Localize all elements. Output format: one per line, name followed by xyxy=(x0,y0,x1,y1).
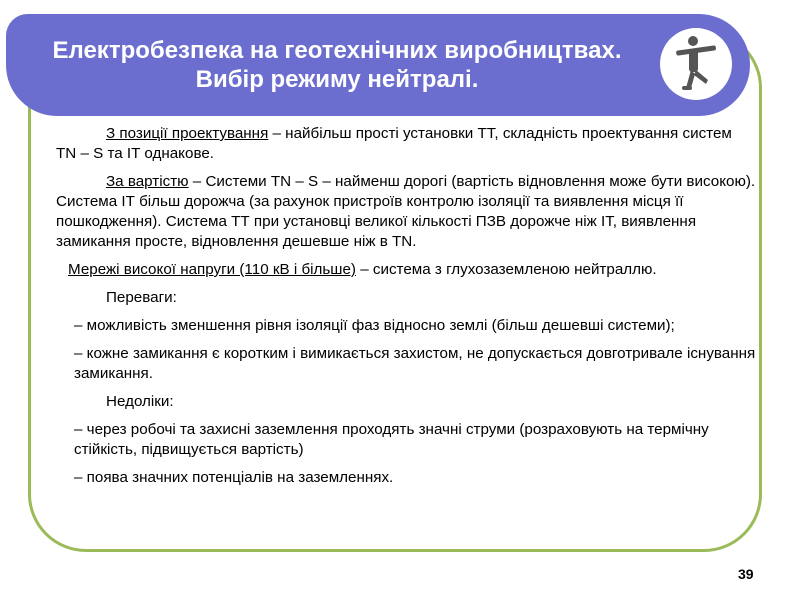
advantages-heading: Переваги: xyxy=(106,289,177,306)
high-voltage-heading: Мережі високої напруги (110 кВ і більше) xyxy=(68,261,356,278)
advantage-item: – можливість зменшення рівня ізоляції фаз відносно землі (більш дешевші системи); xyxy=(74,317,675,334)
slide-body xyxy=(56,124,756,496)
paragraph-high-voltage xyxy=(56,260,756,280)
cost-heading: За вартістю xyxy=(106,173,189,190)
title-line-2: Вибір режиму нейтралі. xyxy=(195,66,479,93)
paragraph-design xyxy=(56,124,756,164)
slide-title xyxy=(6,14,668,116)
design-text: – найбільш прості установки ТТ, складність проектування систем TN – S та IT однакове. xyxy=(56,125,732,162)
advantage-item: – кожне замикання є коротким і вимикається захистом, не допускається довготривале існування замикання. xyxy=(74,345,756,382)
design-heading: З позиції проектування xyxy=(106,125,269,142)
page-number: 39 xyxy=(738,566,754,582)
cost-text: – Системи TN – S – найменш дорогі (вартість відновлення може бути високою). Система ІТ більш дорожча (за рахунок пристроїв контролю ізоляції та виявлення місця її пошкодження). Система ТТ при установці великої кількості ПЗВ дорожче ніж ІТ, виявлення замикання просте, відновлення дешевше ніж в TN. xyxy=(56,173,756,250)
title-line-1: Електробезпека на геотехнічних виробництвах. xyxy=(52,37,622,64)
high-voltage-text: – система з глухозаземленою нейтраллю. xyxy=(356,261,657,278)
disadvantages-heading: Недоліки: xyxy=(106,393,174,410)
disadvantage-item: – через робочі та захисні заземлення проходять значні струми (розраховують на термічну стійкість, підвищується вартість) xyxy=(74,421,709,458)
paragraph-cost xyxy=(56,172,756,252)
figure-dancer-icon xyxy=(660,28,732,100)
disadvantage-item: – поява значних потенціалів на заземленнях. xyxy=(74,469,394,486)
